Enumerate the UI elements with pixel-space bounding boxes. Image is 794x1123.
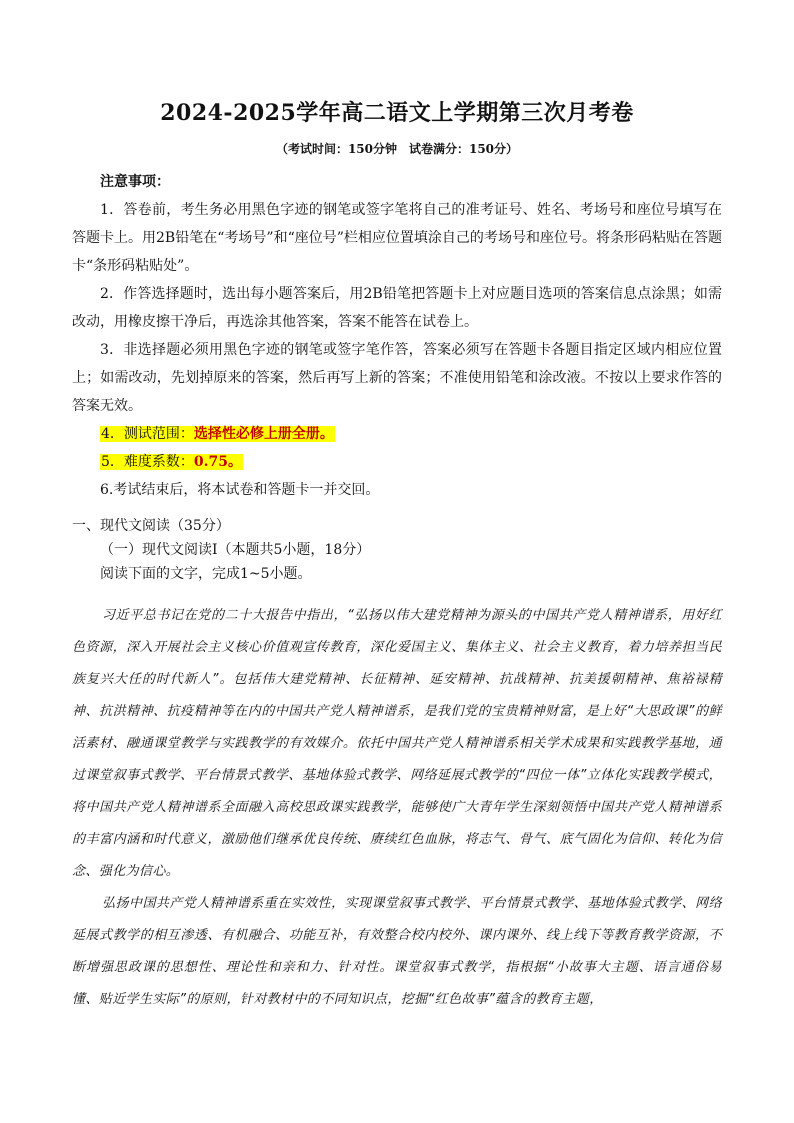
notice-heading: 注意事项：	[100, 174, 170, 190]
notice-item-4	[72, 420, 722, 448]
passage-paragraph-1: 习近平总书记在党的二十大报告中指出，“弘扬以伟大建党精神为源头的中国共产党人精神谱系，用好红色资源，深入开展社会主义核心价值观宣传教育，深化爱国主义、集体主义、社会主义教育，着力培养担当民族复兴大任的时代新人”。包括伟大建党精神、长征精神、延安精神、抗战精神、抗美援朝精神、焦裕禄精神、抗洪精神、抗疫精神等在内的中国共产党人精神谱系，是我们党的宝贵精神财富，是上好“大思政课”的鲜活素材、融通课堂教学与实践教学的有效媒介。依托中国共产党人精神谱系相关学术成果和实践教学基地，通过课堂叙事式教学、平台情景式教学、基地体验式教学、网络延展式教学的“四位一体”立体化实践教学模式，将中国共产党人精神谱系全面融入高校思政课实践教学，能够使广大青年学生深刻领悟中国共产党人精神谱系的丰富内涵和时代意义，激励他们继承优良传统、赓续红色血脉，将志气、骨气、底气固化为信仰、转化为信念、强化为信心。	[72, 608, 722, 879]
reading-passage	[72, 600, 722, 1016]
exam-title: 2024-2025学年高二语文上学期第三次月考卷	[160, 100, 634, 126]
exam-subtitle: （考试时间：150分钟 试卷满分：150分）	[275, 142, 519, 156]
subsection-heading: （一）现代文阅读Ⅰ（本题共5小题，18分）	[100, 542, 371, 558]
notice-item-6: 6.考试结束后，将本试卷和答题卡一并交回。	[100, 482, 380, 498]
notice-item-5	[72, 448, 722, 476]
notice-item-5-value: 0.75。	[193, 454, 243, 470]
passage-paragraph-2: 弘扬中国共产党人精神谱系重在实效性，实现课堂叙事式教学、平台情景式教学、基地体验式教学、网络延展式教学的相互渗透、有机融合、功能互补，有效整合校内校外、课内课外、线上线下等教育教学资源，不断增强思政课的思想性、理论性和亲和力、针对性。课堂叙事式教学，指根据“小故事大主题、语言通俗易懂、贴近学生实际”的原则，针对教材中的不同知识点，挖掘“红色故事”蕴含的教育主题，	[72, 896, 722, 1007]
notice-item-2: 2．作答选择题时，选出每小题答案后，用2B铅笔把答题卡上对应题目选项的答案信息点涂黑；如需改动，用橡皮擦干净后，再选涂其他答案，答案不能答在试卷上。	[72, 286, 722, 330]
notice-item-3: 3．非选择题必须用黑色字迹的钢笔或签字笔作答，答案必须写在答题卡各题目指定区域内相应位置上；如需改动，先划掉原来的答案，然后再写上新的答案；不准使用铅笔和涂改液。不按以上要求作答的答案无效。	[72, 342, 722, 414]
notice-item-1: 1．答卷前，考生务必用黑色字迹的钢笔或签字笔将自己的准考证号、姓名、考场号和座位号填写在答题卡上。用2B铅笔在“考场号”和“座位号”栏相应位置填涂自己的考场号和座位号。将条形码粘贴在答题卡“条形码粘贴处”。	[72, 202, 722, 274]
notice-item-4-value: 选择性必修上册全册。	[193, 426, 334, 442]
section-modern-reading	[72, 514, 722, 586]
notice-item-5-prefix: 5．难度系数：	[101, 454, 194, 470]
section-heading: 一、现代文阅读（35分）	[72, 518, 230, 534]
notice-item-4-prefix: 4．测试范围：	[101, 426, 194, 442]
notice-item-5-highlight	[100, 454, 243, 470]
notice-block	[72, 168, 722, 504]
reading-instruction: 阅读下面的文字，完成1~5小题。	[100, 566, 312, 582]
notice-item-4-highlight	[100, 426, 335, 442]
